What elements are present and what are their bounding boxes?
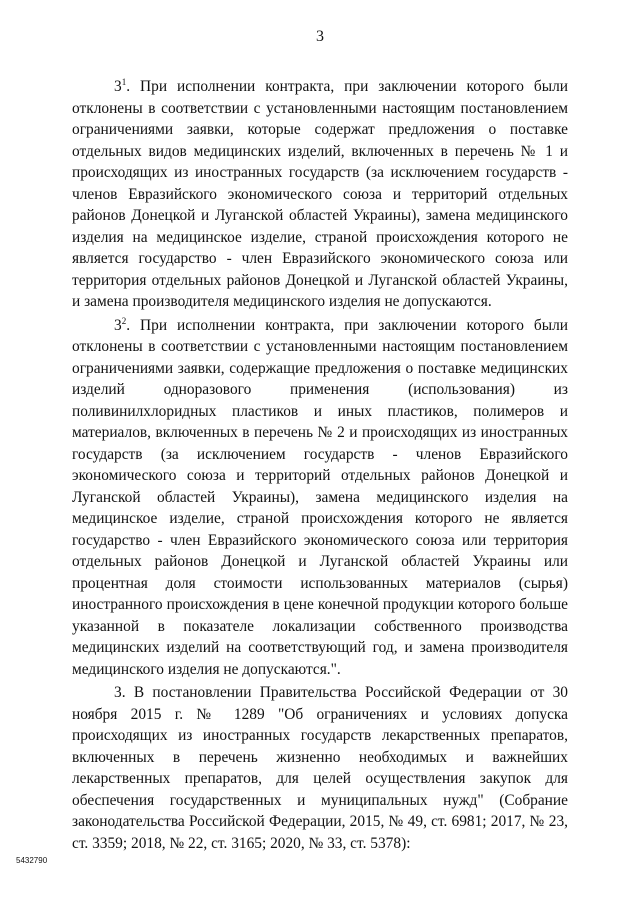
paragraph-3-1 xyxy=(72,76,568,313)
document-code: 5432790 xyxy=(16,856,48,865)
paragraph-3-2 xyxy=(72,315,568,681)
page-number: 3 xyxy=(316,28,324,45)
paragraph-number: 3 xyxy=(114,316,122,334)
document-body xyxy=(72,76,568,854)
paragraph-number-superscript: 1 xyxy=(121,77,127,87)
paragraph-number-superscript: 2 xyxy=(121,315,127,326)
paragraph-text: . При исполнении контракта, при заключении которого были отклонены в соответствии с установленными настоящим постановлением ограничениями заявки, которые содержат предложения о поставке отдельных видов медицинских изделий, включенных в перечень № 1 и происходящих из иностранных государств (за исключением государств - членов Евразийского экономического союза и территорий отдельных районов Донецкой и Луганской областей Украины), замена медицинского изделия на медицинское изделие, страной происхождения которого не является государство - член Евразийского экономического союза или территория отдельных районов Донецкой и Луганской областей Украины, и замена производителя медицинского изделия не допускаются. xyxy=(72,78,568,310)
paragraph-3 xyxy=(72,682,568,854)
paragraph-number: 3 xyxy=(114,78,122,95)
paragraph-text: . При исполнении контракта, при заключении которого были отклонены в соответствии с установленными настоящим постановлением ограничениями заявки, содержащие предложения о поставке медицинских изделий одноразового применения (использования) из поливинилхлоридных пластиков и иных пластиков, полимеров и материалов, включенных в перечень № 2 и происходящих из иностранных государств (за исключением государств - членов Евразийского экономического союза и территорий отдельных районов Донецкой и Луганской областей Украины), замена медицинского изделия на медицинское изделие, страной происхождения которого не является государство - член Евразийского экономического союза или территория отдельных районов Донецкой и Луганской областей Украины или процентная доля стоимости использованных материалов (сырья) иностранного происхождения в цене конечной продукции которого больше указанной в показателе локализации собственного производства медицинских изделий на соответствующий год, и замена производителя медицинского изделия не допускаются.". xyxy=(72,316,568,678)
paragraph-text: 3. В постановлении Правительства Российской Федерации от 30 ноября 2015 г. № 1289 "Об ограничениях и условиях допуска происходящих из иностранных государств лекарственных препаратов, включенных в перечень жизненно необходимых и важнейших лекарственных препаратов, для целей осуществления закупок для обеспечения государственных и муниципальных нужд" (Собрание законодательства Российской Федерации, 2015, № 49, ст. 6981; 2017, № 23, ст. 3359; 2018, № 22, ст. 3165; 2020, № 33, ст. 5378): xyxy=(72,684,568,852)
